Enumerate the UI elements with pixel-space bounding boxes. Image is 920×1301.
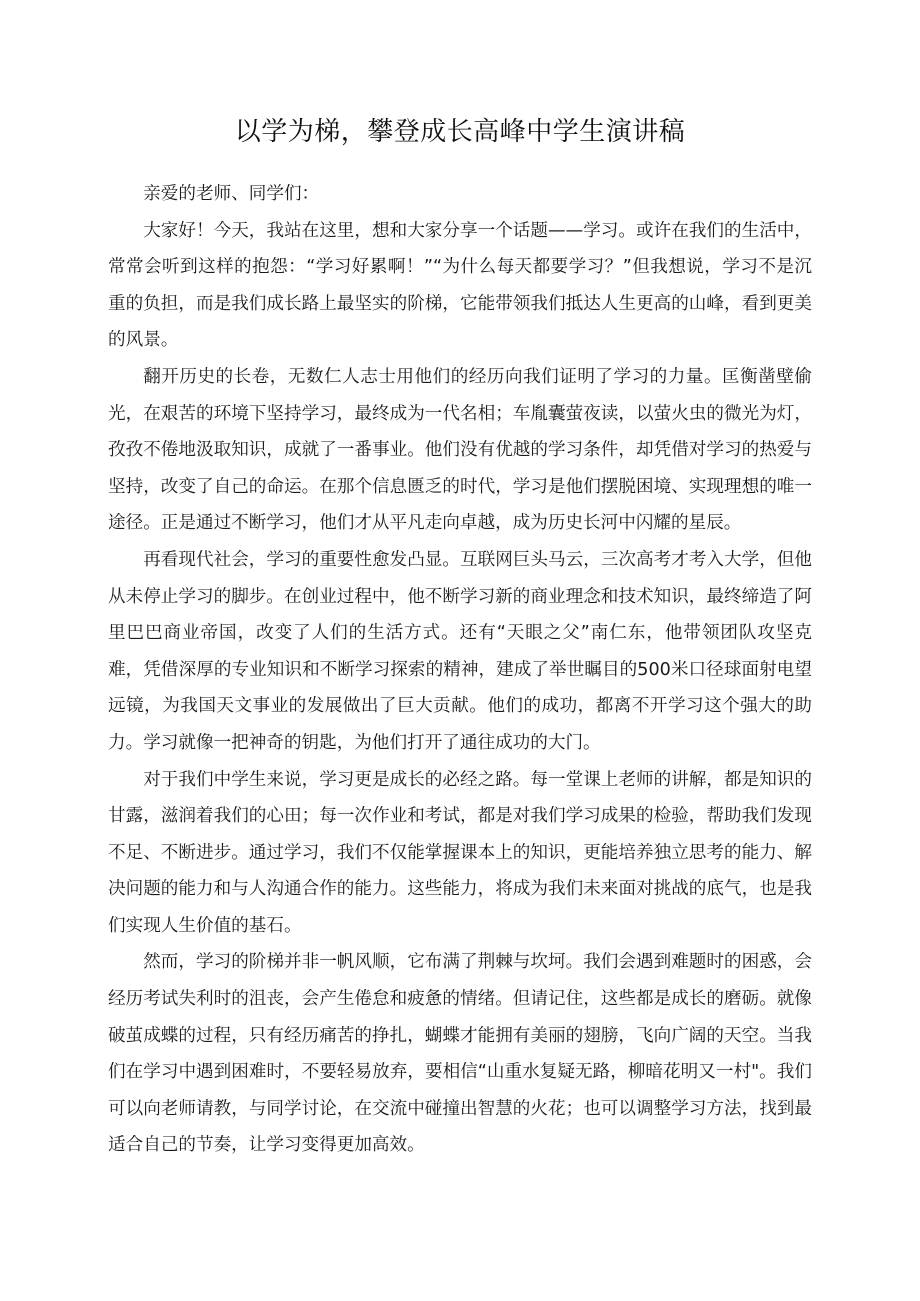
paragraph-challenges: 然而，学习的阶梯并非一帆风顺，它布满了荆棘与坎坷。我们会遇到难题时的困惑，会经历考试失利时的沮丧，会产生倦怠和疲惫的情绪。但请记住，这些都是成长的磨砺。就像破茧成蝶的过程，只有经历痛苦的挣扎，蝴蝶才能拥有美丽的翅膀，飞向广阔的天空。当我们在学习中遇到困难时，不要轻易放弃，要相信“山重水复疑无路，柳暗花明又一村"。我们可以向老师请教，与同学讨论，在交流中碰撞出智慧的火花；也可以调整学习方法，找到最适合自己的节奏，让学习变得更加高效。 [108,952,812,1156]
paragraph-students: 对于我们中学生来说，学习更是成长的必经之路。每一堂课上老师的讲解，都是知识的甘露，滋润着我们的心田；每一次作业和考试，都是对我们学习成果的检验，帮助我们发现不足、不断进步。通过学习，我们不仅能掌握课本上的知识，更能培养独立思考的能力、解决问题的能力和与人沟通合作的能力。这些能力，将成为我们未来面对挑战的底气，也是我们实现人生价值的基石。 [108,769,812,936]
document-body [108,176,812,1164]
document-title: 以学为梯，攀登成长高峰中学生演讲稿 [234,117,686,147]
paragraph-modern: 再看现代社会，学习的重要性愈发凸显。互联网巨头马云，三次高考才考入大学，但他从未停止学习的脚步。在创业过程中，他不断学习新的商业理念和技术知识，最终缔造了阿里巴巴商业帝国，改变了人们的生活方式。还有“天眼之父”南仁东，他带领团队攻坚克难，凭借深厚的专业知识和不断学习探索的精神，建成了举世瞩目的500米口径球面射电望远镜，为我国天文事业的发展做出了巨大贡献。他们的成功，都离不开学习这个强大的助力。学习就像一把神奇的钥匙，为他们打开了通往成功的大门。 [108,549,812,753]
salutation: 亲爱的老师、同学们： [143,184,320,204]
paragraph-greeting: 大家好！今天，我站在这里，想和大家分享一个话题——学习。或许在我们的生活中，常常会听到这样的抱怨：“学习好累啊！”“为什么每天都要学习？”但我想说，学习不是沉重的负担，而是我们成长路上最坚实的阶梯，它能带领我们抵达人生更高的山峰，看到更美的风景。 [108,220,812,351]
paragraph-history: 翻开历史的长卷，无数仁人志士用他们的经历向我们证明了学习的力量。匡衡凿壁偷光，在艰苦的环境下坚持学习，最终成为一代名相；车胤囊萤夜读，以萤火虫的微光为灯，孜孜不倦地汲取知识，成就了一番事业。他们没有优越的学习条件，却凭借对学习的热爱与坚持，改变了自己的命运。在那个信息匮乏的时代，学习是他们摆脱困境、实现理想的唯一途径。正是通过不断学习，他们才从平凡走向卓越，成为历史长河中闪耀的星辰。 [108,366,812,534]
